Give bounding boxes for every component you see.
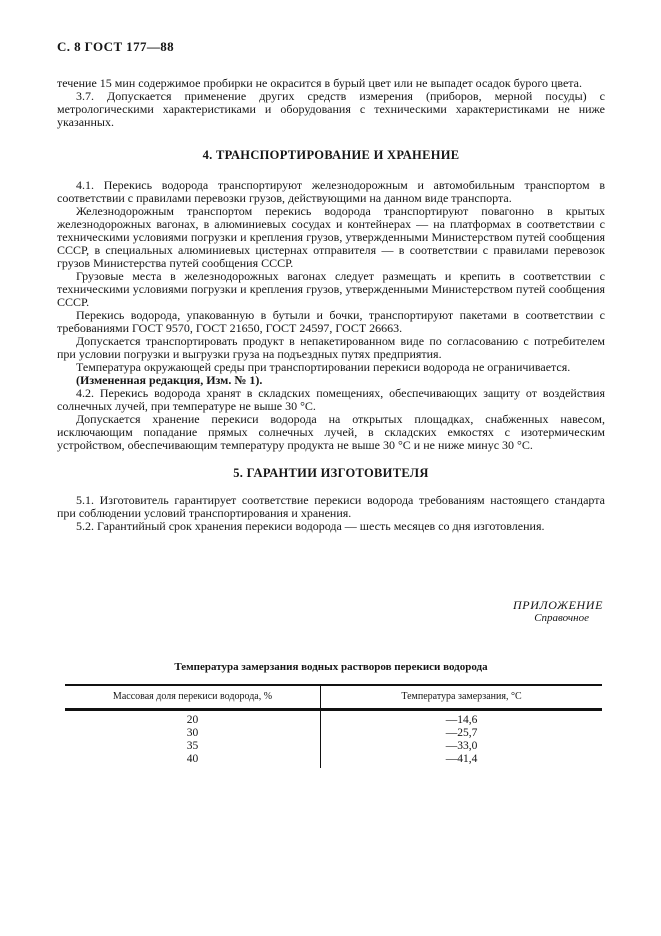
table-cell: 35 (65, 740, 321, 753)
table-cell: 20 (65, 710, 321, 728)
page-header: С. 8 ГОСТ 177—88 (57, 39, 175, 54)
table-row (65, 753, 602, 768)
section-5-heading: 5. ГАРАНТИИ ИЗГОТОВИТЕЛЯ (233, 466, 429, 480)
table-header-cell-freezing-temp: Температура замерзания, °С (321, 685, 603, 710)
paragraph-packed-transport: Перекись водорода, упакованную в бутыли и бочки, транспортируют пакетами в соответствии с требованиями ГОСТ 9570, ГОСТ 21650, ГОСТ 24597, ГОСТ 26663. (57, 308, 605, 335)
freezing-point-table (65, 684, 602, 768)
appendix-sublabel: Справочное (534, 612, 589, 624)
table-cell: —25,7 (445, 727, 478, 739)
table-cell: —33,0 (445, 740, 478, 752)
paragraph-5-2: 5.2. Гарантийный срок хранения перекиси водорода — шесть месяцев со дня изготовления. (76, 519, 545, 533)
table-row (65, 710, 602, 728)
paragraph-5-1: 5.1. Изготовитель гарантирует соответствие перекиси водорода требованиям настоящего стандарта при соблюдении условий транспортирования и хранения. (57, 493, 605, 520)
paragraph-open-storage: Допускается хранение перекиси водорода на открытых площадках, снабженных навесом, исключающим попадание прямых солнечных лучей, в складских емкостях с изотермическим устройством, обеспечивающим температуру продукта не выше 30 °С и не ниже минус 30 °С. (57, 412, 605, 452)
paragraph-unpacketed: Допускается транспортировать продукт в непакетированном виде по согласованию с потребителем при условии погрузки и выгрузки груза на подъездных путях предприятия. (57, 334, 605, 361)
table-row (65, 740, 602, 753)
table-cell: —14,6 (445, 714, 478, 726)
table-header-cell-mass-fraction: Массовая доля перекиси водорода, % (65, 685, 321, 710)
paragraph-rail-transport: Железнодорожным транспортом перекись водорода транспортируют повагонно в крытых железнодорожных вагонах, в алюминиевых сосудах и контейнерах — на платформах в соответствии с техническими условиями погрузки и крепления грузов, утвержденными Министерством путей сообщения СССР, в специальных алюминиевых цистернах отправителя — в соответствии с правилами перевозок грузов Министерства путей сообщения СССР. (57, 204, 605, 270)
appendix-block (57, 599, 605, 624)
section-4-heading: 4. ТРАНСПОРТИРОВАНИЕ И ХРАНЕНИЕ (202, 148, 460, 162)
appendix-label: ПРИЛОЖЕНИЕ (513, 598, 603, 612)
paragraph-amended-edition: (Измененная редакция, Изм. № 1). (76, 373, 263, 387)
paragraph-cargo-places: Грузовые места в железнодорожных вагонах следует размещать и крепить в соответствии с техническими условиями погрузки и крепления грузов, утвержденными Министерством путей сообщения СССР. (57, 269, 605, 309)
table-cell: 30 (65, 727, 321, 740)
table-row (65, 727, 602, 740)
table-cell: —41,4 (445, 753, 478, 765)
paragraph-ambient-temperature: Температура окружающей среды при транспортировании перекиси водорода не ограничивается. (76, 360, 571, 374)
table-cell: 40 (65, 753, 321, 768)
paragraph-3-7: 3.7. Допускается применение других средств измерения (приборов, мерной посуды) с метрологическими характеристиками и оборудования с техническими характеристиками не ниже указанных. (57, 89, 605, 129)
paragraph-4-1: 4.1. Перекись водорода транспортируют железнодорожным и автомобильным транспортом в соответствии с правилами перевозки грузов, действующими на данном виде транспорта. (57, 178, 605, 205)
table-header-row (65, 685, 602, 710)
table-title: Температура замерзания водных растворов перекиси водорода (174, 661, 488, 673)
paragraph-4-2: 4.2. Перекись водорода хранят в складских помещениях, обеспечивающих защиту от воздействия солнечных лучей, при температуре не выше 30 °С. (57, 386, 605, 413)
paragraph-continuation: течение 15 мин содержимое пробирки не окрасится в бурый цвет или не выпадет осадок бурого цвета. (57, 76, 583, 90)
